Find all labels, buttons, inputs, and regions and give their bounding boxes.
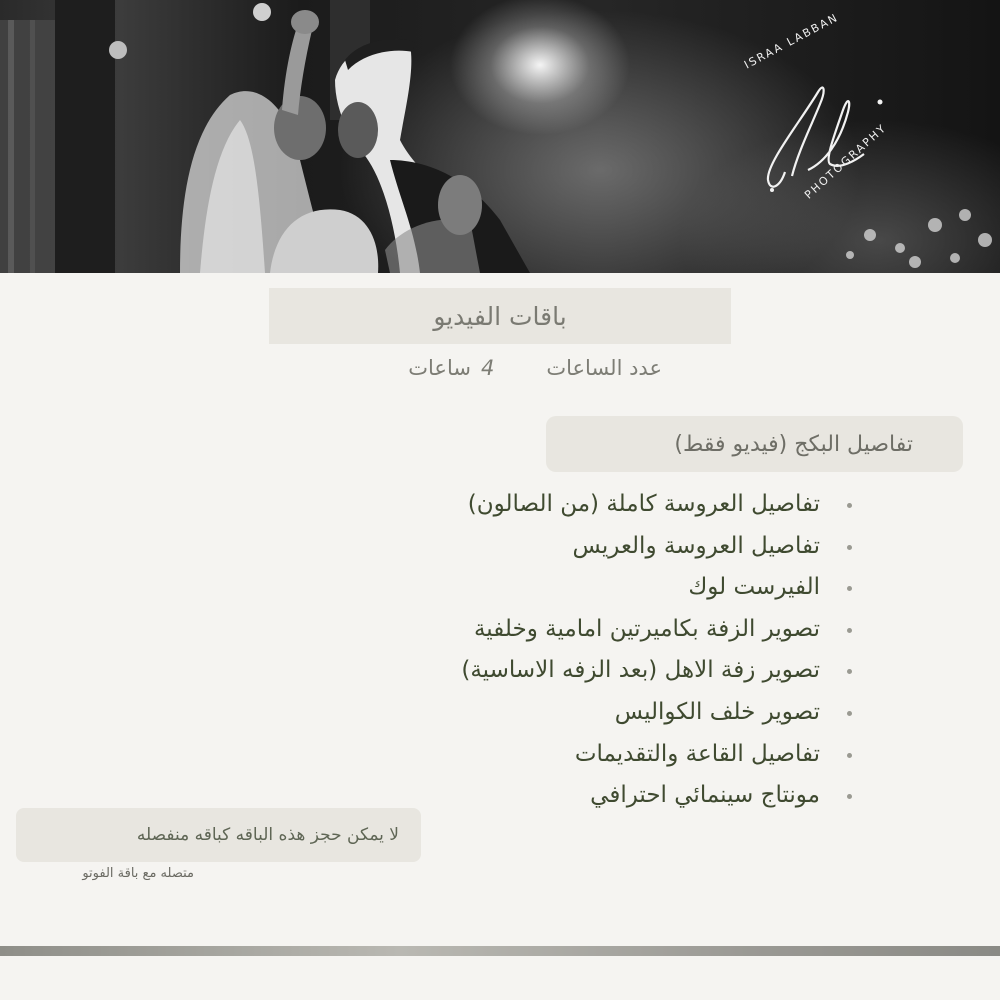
list-item: تصوير الزفة بكاميرتين امامية وخلفية [330, 609, 850, 651]
details-heading: تفاصيل البكج (فيديو فقط) [674, 431, 913, 457]
list-item: تفاصيل العروسة والعريس [330, 526, 850, 568]
brand-logo [730, 10, 910, 232]
hours-value: 4 [480, 356, 495, 380]
hours-row [362, 352, 662, 384]
list-item: تصوير خلف الكواليس [330, 692, 850, 734]
note-subtext: متصله مع باقة الفوتو [82, 866, 194, 881]
hours-unit: ساعات [408, 356, 471, 380]
list-item: مونتاج سينمائي احترافي [330, 775, 850, 817]
monogram-icon [730, 52, 910, 232]
details-heading-box [546, 416, 963, 472]
package-title: باقات الفيديو [433, 301, 567, 331]
footer-divider [0, 946, 1000, 956]
hero-photo [0, 0, 1000, 273]
list-item: تفاصيل العروسة كاملة (من الصالون) [330, 484, 850, 526]
list-item: تصوير زفة الاهل (بعد الزفه الاساسية) [330, 650, 850, 692]
list-item: الفيرست لوك [330, 567, 850, 609]
note-text: لا يمكن حجز هذه الباقه كباقه منفصله [136, 825, 399, 845]
hours-value-group [408, 356, 494, 380]
feature-list [330, 484, 850, 817]
note-box [16, 808, 421, 862]
package-title-box [269, 288, 731, 344]
logo-brand-top: ISRAA LABBAN [742, 10, 841, 72]
list-item: تفاصيل القاعة والتقديمات [330, 734, 850, 776]
logo-brand-bottom: PHOTOGRAPHY [802, 121, 890, 202]
hours-label: عدد الساعات [546, 356, 662, 380]
